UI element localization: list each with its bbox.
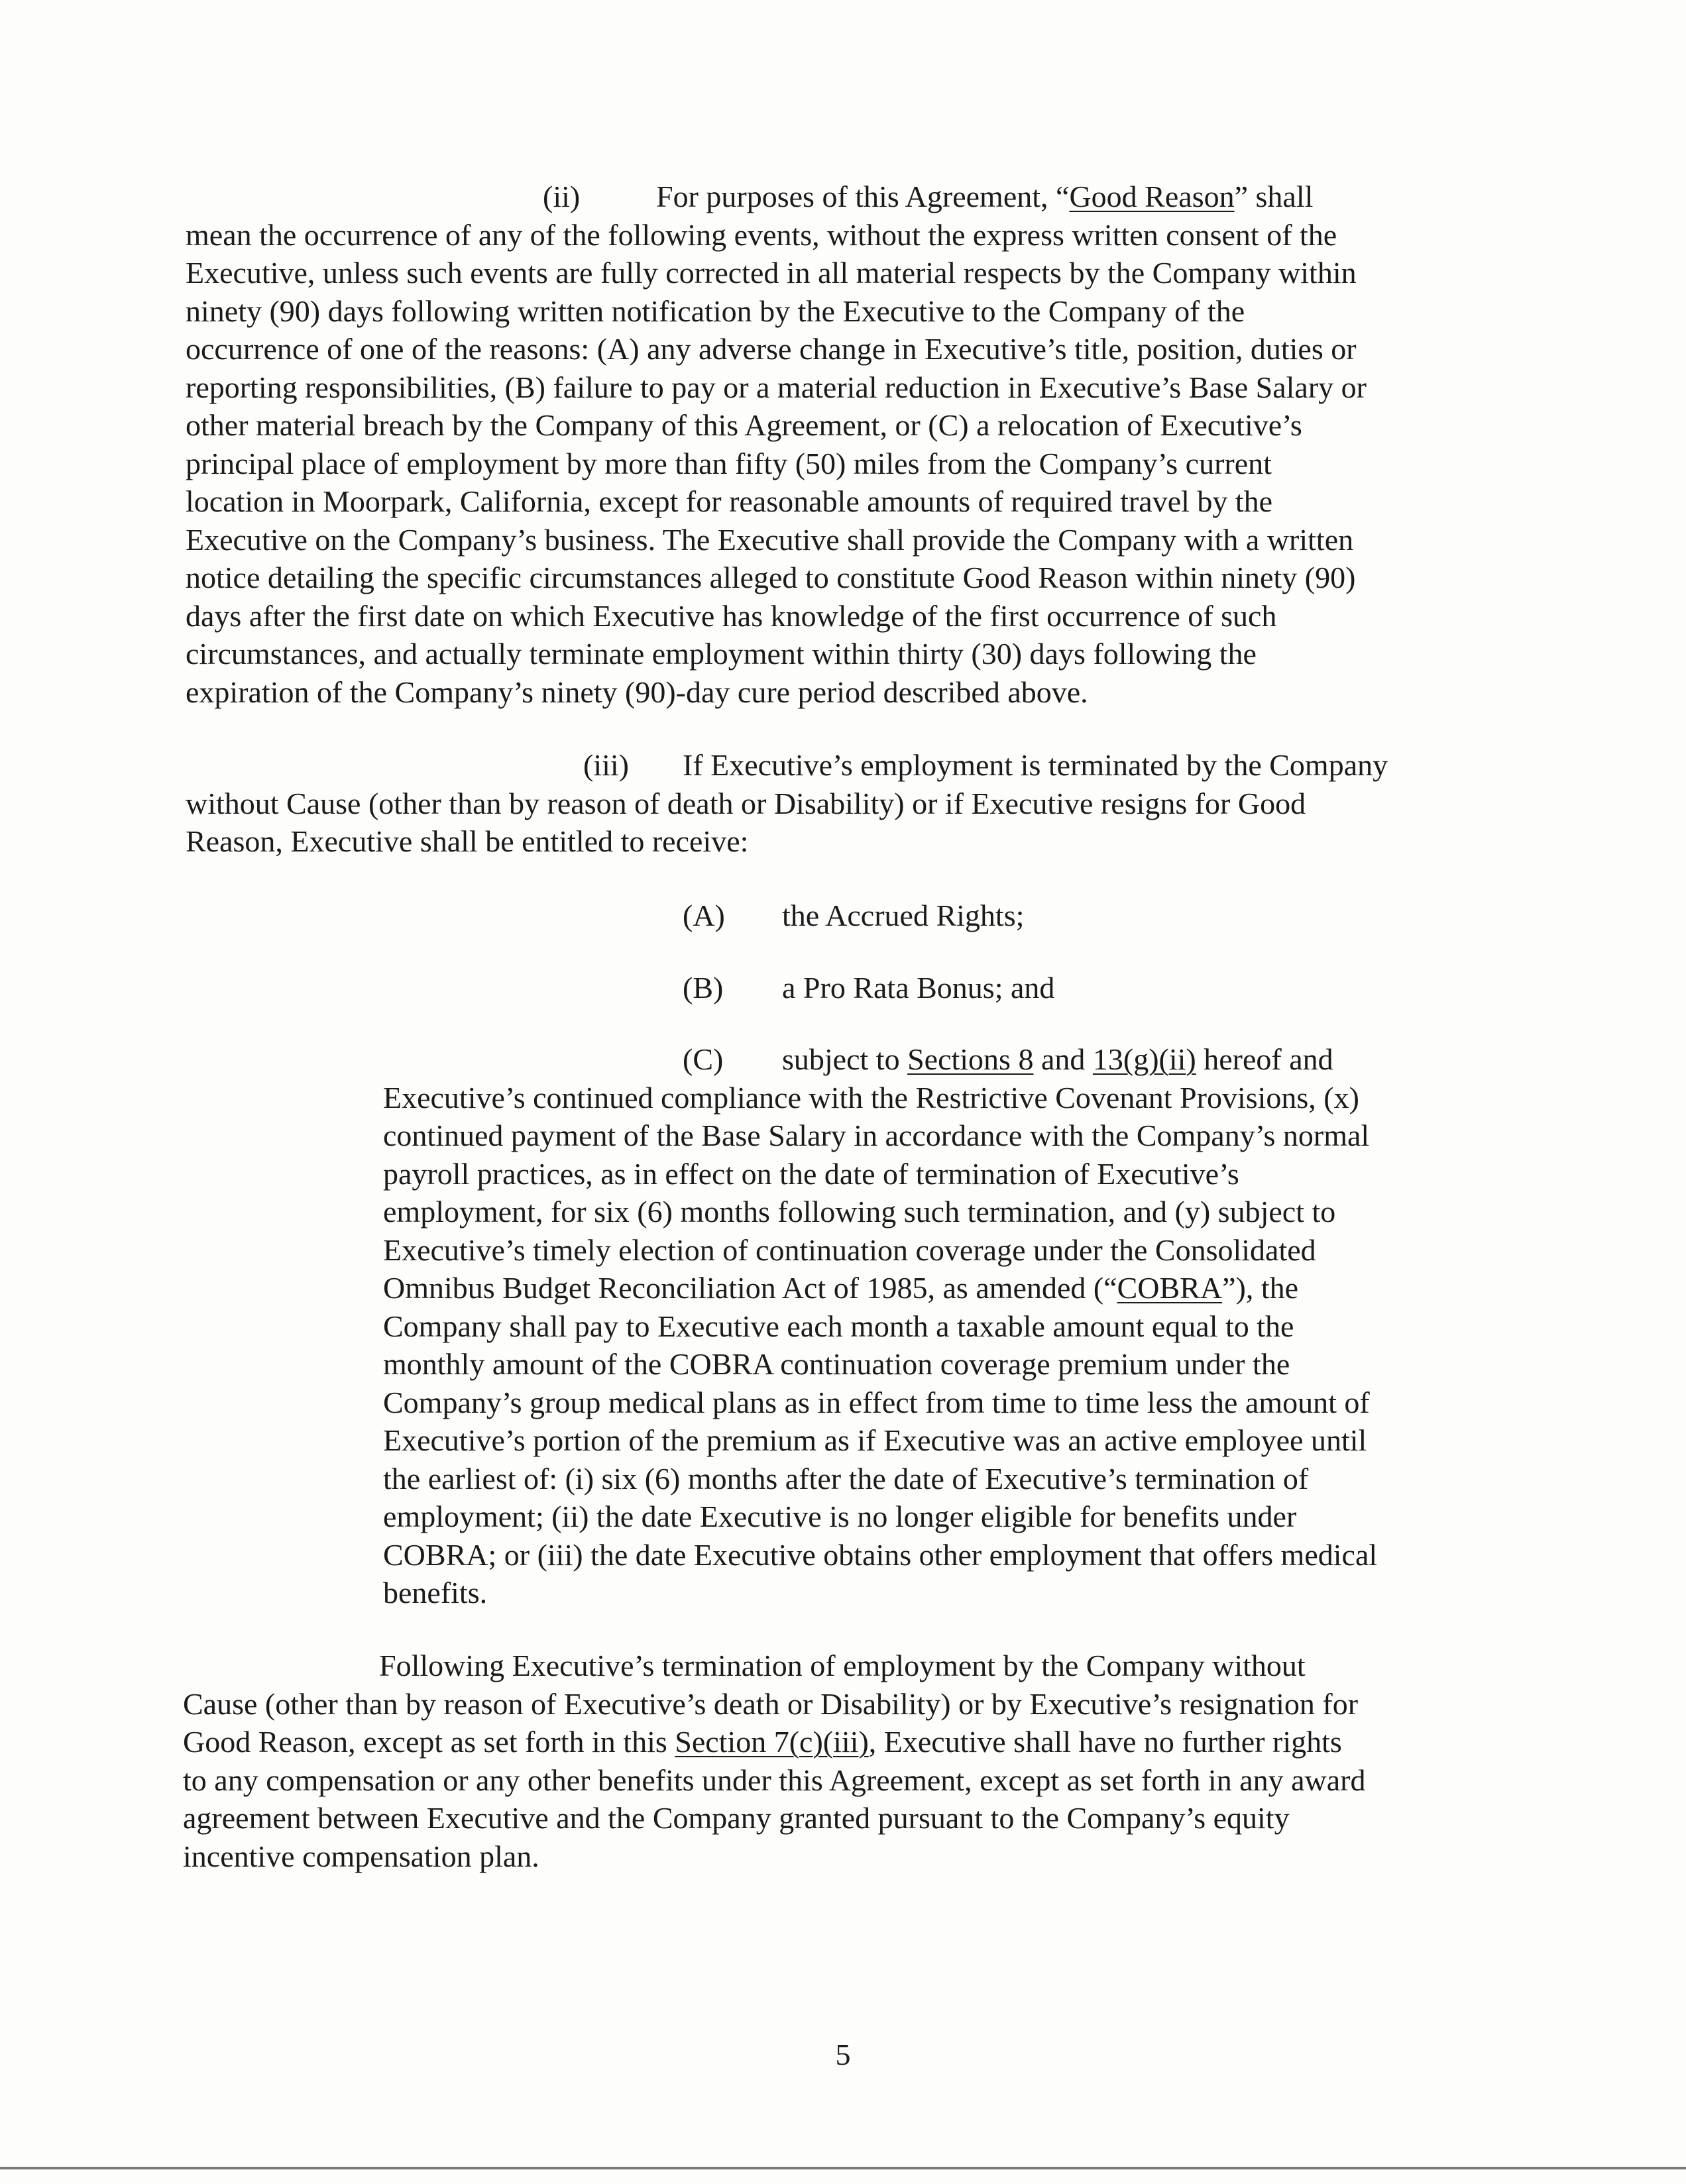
item-b (683, 969, 1054, 1007)
item-c-line: employment, for six (6) months following such termination, and (y) subject to (383, 1195, 1336, 1228)
section-iii-first-line (186, 746, 1485, 785)
following-line3-end: , Executive shall have no further rights (868, 1725, 1342, 1759)
item-c-line: payroll practices, as in effect on the date of termination of Executive’s (383, 1156, 1239, 1191)
item-c-label: (C) (683, 1042, 724, 1076)
section-ii-line: expiration of the Company’s ninety (90)-day cure period described above. (186, 675, 1088, 709)
item-a-label: (A) (683, 899, 725, 932)
section-ii-line: other material breach by the Company of this Agreement, or (C) a relocation of Executive’s (186, 408, 1302, 442)
section-ii-line: Executive on the Company’s business. The Executive shall provide the Company with a written (186, 522, 1354, 557)
following-line: Cause (other than by reason of Executive’s death or Disability) or by Executive’s resignation for (183, 1686, 1359, 1721)
item-c-line1-mid: and (1033, 1042, 1093, 1076)
item-c-line: Company’s group medical plans as in effect from time to time less the amount of (383, 1385, 1370, 1419)
section-iii-line: Reason, Executive shall be entitled to receive: (186, 824, 749, 858)
item-c-line7-text: Omnibus Budget Reconciliation Act of 1985, as amended (“ (383, 1271, 1117, 1305)
section-ii-line: ninety (90) days following written notification by the Executive to the Company of the (186, 294, 1245, 328)
item-c-line: the earliest of: (i) six (6) months after the date of Executive’s termination of (383, 1461, 1309, 1496)
section-13g-ii-reference: 13(g)(ii) (1092, 1042, 1196, 1076)
section-ii-line: notice detailing the specific circumstances alleged to constitute Good Reason within ninety (90) (186, 561, 1356, 594)
cobra-term: COBRA (1117, 1271, 1223, 1305)
section-ii-label: (ii) (543, 180, 581, 213)
section-ii-line1-end: ” shall (1234, 180, 1314, 213)
following-ref-line (183, 1723, 1495, 1761)
item-c-line: monthly amount of the COBRA continuation coverage premium under the (383, 1347, 1290, 1381)
following-paragraph (183, 1647, 1495, 1875)
item-c-line: continued payment of the Base Salary in accordance with the Company’s normal (383, 1119, 1370, 1152)
item-a-text: the Accrued Rights; (782, 899, 1025, 932)
following-line: agreement between Executive and the Company granted pursuant to the Company’s equity (183, 1801, 1290, 1835)
bottom-scan-edge (0, 2167, 1686, 2169)
section-iii-label: (iii) (583, 748, 629, 782)
item-c-line: COBRA; or (iii) the date Executive obtains other employment that offers medical (383, 1537, 1378, 1572)
section-ii-line: reporting responsibilities, (B) failure to pay or a material reduction in Executive’s Base Salary or (186, 370, 1367, 404)
section-ii-first-line (186, 178, 1485, 216)
item-c-cobra-line (383, 1269, 1496, 1307)
item-c-line: Executive’s timely election of continuation coverage under the Consolidated (383, 1232, 1316, 1267)
page-number: 5 (835, 2038, 851, 2071)
item-c-line: Executive’s continued compliance with the Restrictive Covenant Provisions, (x) (383, 1080, 1359, 1115)
section-iii-line1-text: If Executive’s employment is terminated by the Company (683, 748, 1388, 782)
section-ii-line: Executive, unless such events are fully corrected in all material respects by the Company within (186, 256, 1357, 290)
item-c (383, 1040, 1496, 1612)
section-ii-line: circumstances, and actually terminate employment within thirty (30) days following the (186, 637, 1257, 671)
section-ii-line: mean the occurrence of any of the following events, without the express written consent of the (186, 217, 1337, 252)
item-c-line: benefits. (383, 1576, 488, 1610)
sections-8-reference: Sections 8 (907, 1042, 1034, 1076)
section-ii-paragraph (186, 178, 1485, 711)
item-c-line: Company shall pay to Executive each month a taxable amount equal to the (383, 1309, 1294, 1343)
good-reason-term: Good Reason (1069, 180, 1235, 213)
following-line: incentive compensation plan. (183, 1839, 539, 1873)
item-b-label: (B) (683, 971, 724, 1005)
section-iii-line: without Cause (other than by reason of death or Disability) or if Executive resigns for Good (186, 786, 1306, 820)
section-ii-line: principal place of employment by more than fifty (50) miles from the Company’s current (186, 446, 1272, 480)
following-line: Following Executive’s termination of employment by the Company without (379, 1649, 1306, 1682)
item-c-line: employment; (ii) the date Executive is no longer eligible for benefits under (383, 1500, 1297, 1533)
section-iii-paragraph (186, 746, 1485, 861)
item-c-line1-end: hereof and (1196, 1042, 1333, 1076)
item-c-first-line (383, 1040, 1496, 1079)
section-ii-line: location in Moorpark, California, except for reasonable amounts of required travel by the (186, 484, 1273, 518)
item-c-line7-end: ”), the (1222, 1271, 1299, 1305)
item-c-line: Executive’s portion of the premium as if Executive was an active employee until (383, 1423, 1367, 1457)
section-7c-iii-reference: Section 7(c)(iii) (675, 1725, 869, 1759)
following-line: to any compensation or any other benefits under this Agreement, except as set forth in any award (183, 1763, 1366, 1797)
section-ii-line: occurrence of one of the reasons: (A) any adverse change in Executive’s title, position, duties or (186, 332, 1357, 366)
section-ii-line1-text: For purposes of this Agreement, “ (656, 180, 1070, 213)
following-line3-text: Good Reason, except as set forth in this (183, 1725, 675, 1759)
item-c-line1-text: subject to (782, 1042, 908, 1076)
item-b-text: a Pro Rata Bonus; and (782, 971, 1055, 1005)
item-a (683, 897, 1024, 935)
section-ii-line: days after the first date on which Executive has knowledge of the first occurrence of such (186, 598, 1277, 633)
